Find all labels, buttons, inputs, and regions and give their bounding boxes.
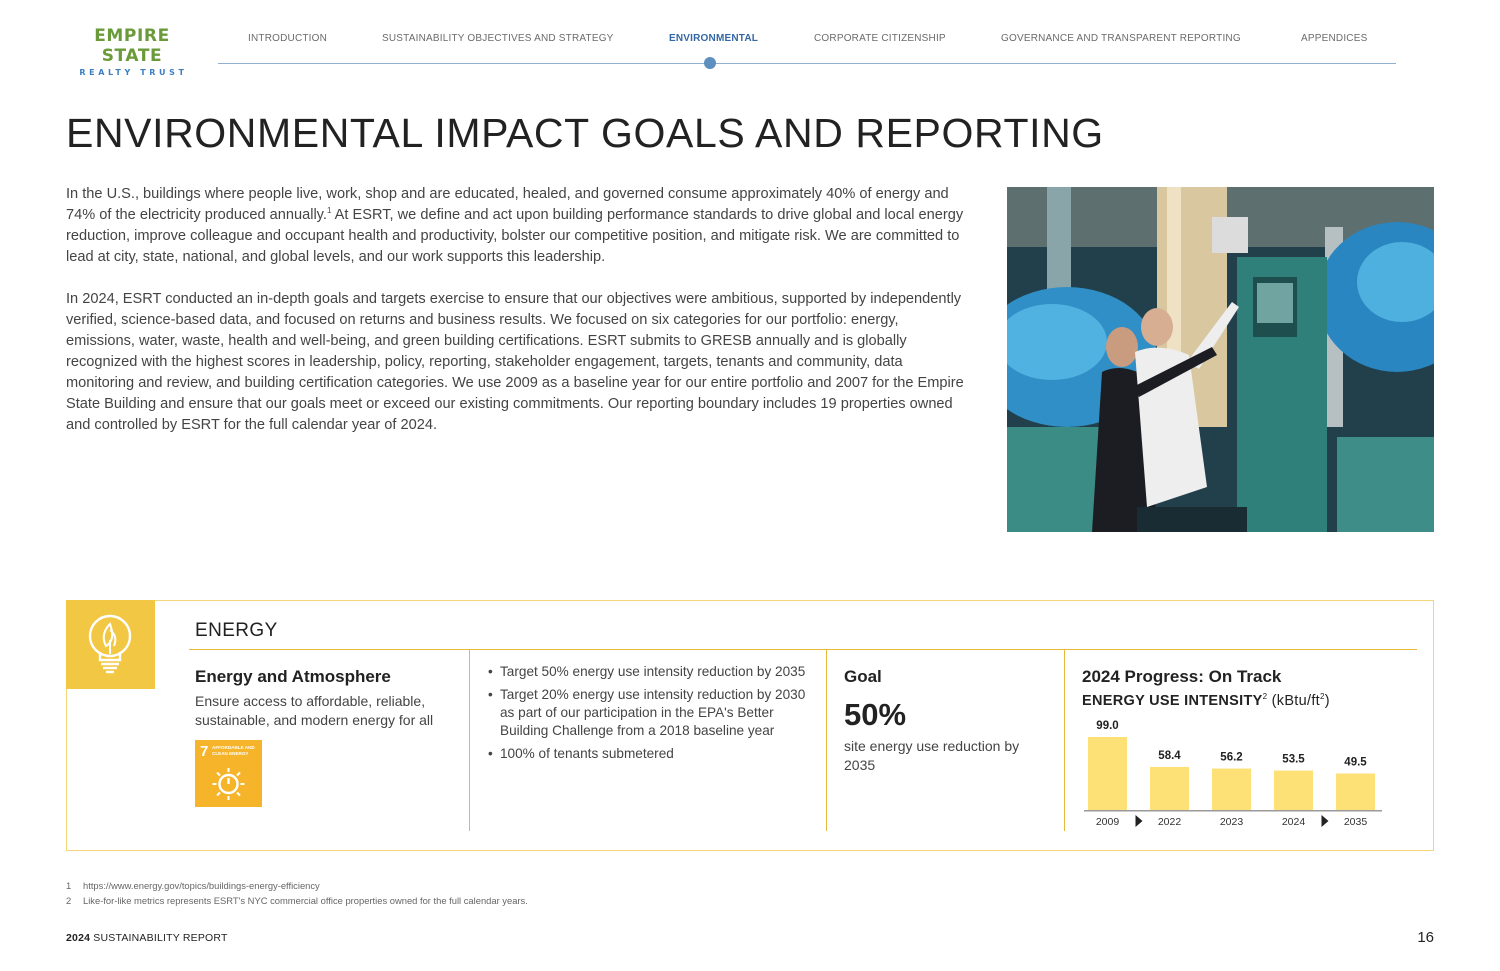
bar-2035 bbox=[1336, 774, 1375, 811]
value-label-2009: 99.0 bbox=[1096, 720, 1119, 732]
tick-label-2022: 2022 bbox=[1157, 816, 1182, 828]
report-year: 2024 bbox=[66, 932, 91, 944]
sdg7-badge bbox=[195, 740, 262, 807]
energy-heading: ENERGY bbox=[195, 620, 278, 641]
goal-text: site energy use reduction by 2035 bbox=[844, 738, 1020, 773]
tick-label-2035: 2035 bbox=[1343, 816, 1368, 828]
report-footer bbox=[66, 932, 228, 944]
footnote-ref-1: 1 bbox=[326, 206, 332, 216]
chart-unit-sup: 2 bbox=[1320, 692, 1325, 702]
nav-environmental[interactable]: ENVIRONMENTAL bbox=[669, 33, 759, 44]
nav-sustainability-objectives[interactable]: SUSTAINABILITY OBJECTIVES AND STRATEGY bbox=[382, 33, 614, 44]
footnote-number: 2 bbox=[66, 895, 72, 906]
list-item: • Target 50% energy use intensity reduction by 2035 bbox=[488, 663, 808, 681]
list-item: • 100% of tenants submetered bbox=[488, 745, 808, 763]
tick-label-2024: 2024 bbox=[1281, 816, 1306, 828]
energy-targets-list bbox=[488, 663, 808, 768]
nav-introduction[interactable]: INTRODUCTION bbox=[248, 33, 328, 44]
goal-title: Goal bbox=[844, 667, 882, 686]
list-item: • Target 20% energy use intensity reduction by 2030 as part of our participation in the EPA's Better Building Challenge from a 2018 baseline year bbox=[488, 686, 808, 741]
chart-unit-a: (kBtu/ft bbox=[1267, 693, 1320, 709]
tick-label-2009: 2009 bbox=[1095, 816, 1120, 828]
bar-2024 bbox=[1274, 771, 1313, 810]
column-divider-2 bbox=[826, 650, 827, 831]
column-divider-1 bbox=[469, 650, 470, 831]
nav-appendices[interactable]: APPENDICES bbox=[1301, 33, 1368, 44]
intro-paragraph bbox=[66, 184, 971, 268]
footnote-ref-2: 2 bbox=[1262, 692, 1268, 702]
intro-text-a: In the U.S., buildings where people live, work, shop and are educated, healed, and governed consume approximately 40% of energy and 74% of the electricity produced annually. bbox=[66, 186, 949, 223]
column-divider-3 bbox=[1064, 650, 1065, 831]
value-label-2024: 53.5 bbox=[1282, 753, 1305, 766]
plant-room-illustration bbox=[1007, 187, 1434, 532]
value-label-2022: 58.4 bbox=[1158, 749, 1181, 762]
section-navigation bbox=[218, 33, 1396, 49]
value-label-2035: 49.5 bbox=[1344, 756, 1367, 769]
progress-title: 2024 Progress: On Track bbox=[1082, 667, 1282, 686]
nav-governance[interactable]: GOVERNANCE AND TRANSPARENT REPORTING bbox=[1001, 33, 1241, 44]
plant-room-photo bbox=[1007, 187, 1434, 532]
energy-intensity-chart bbox=[1078, 712, 1398, 834]
energy-heading-rule bbox=[189, 649, 1417, 650]
footnote-text: Like-for-like metrics represents ESRT's NYC commercial office properties owned for the full calendar years. bbox=[83, 895, 528, 906]
bar-2009 bbox=[1088, 737, 1127, 810]
page-title: ENVIRONMENTAL IMPACT GOALS AND REPORTING bbox=[66, 110, 1104, 156]
value-label-2023: 56.2 bbox=[1220, 751, 1243, 764]
footnote-number: 1 bbox=[66, 880, 72, 891]
goal-value: 50% bbox=[844, 697, 907, 732]
logo-subtitle: REALTY TRUST bbox=[79, 68, 188, 77]
chart-unit-b: ) bbox=[1324, 693, 1330, 709]
bar-2023 bbox=[1212, 769, 1251, 810]
intro-text-b: At ESRT, we define and act upon building performance standards to drive global and local energy reduction, improve colleague and occupant health and productivity, bolster our competitive position, and mitigate risk. We are committed to lead at city, state, national, and global levels, and our work supports this leadership. bbox=[66, 207, 964, 265]
energy-category-tile bbox=[66, 600, 155, 689]
nav-corporate-citizenship[interactable]: CORPORATE CITIZENSHIP bbox=[814, 33, 946, 44]
footnote-2 bbox=[66, 895, 528, 906]
sun-power-icon bbox=[195, 740, 262, 807]
goals-paragraph: In 2024, ESRT conducted an in-depth goals and targets exercise to ensure that our objectives were ambitious, supported by independently verified, science-based data, and focused on returns and business results. We focused on six categories for our portfolio: energy, emissions, water, waste, health and well-being, and green building certifications. ESRT submits to GRESB annually and is globally recognized with the highest scores in leadership, policy, reporting, stakeholder engagement, targets, tenants and community, data monitoring and review, and building certification categories. We use 2009 as a baseline year for our entire portfolio and 2007 for the Empire State Building and ensure that our goals meet or exceed our existing commitments. Our reporting boundary includes 19 properties owned and controlled by ESRT for the full calendar year of 2024. bbox=[66, 291, 964, 433]
chart-metric: ENERGY USE INTENSITY bbox=[1082, 693, 1263, 709]
footnote-1 bbox=[66, 880, 320, 891]
company-logo[interactable] bbox=[64, 26, 200, 78]
energy-atmosphere-text: Ensure access to affordable, reliable, sustainable, and modern energy for all bbox=[195, 693, 434, 728]
page-number: 16 bbox=[1417, 929, 1434, 946]
lightbulb-leaf-icon bbox=[66, 600, 155, 689]
energy-atmosphere-title: Energy and Atmosphere bbox=[195, 667, 391, 686]
footnote-link[interactable]: https://www.energy.gov/topics/buildings-energy-efficiency bbox=[83, 880, 320, 891]
report-name: SUSTAINABILITY REPORT bbox=[90, 932, 228, 944]
chart-subtitle bbox=[1082, 693, 1330, 709]
nav-current-indicator bbox=[704, 57, 716, 69]
sdg-label: AFFORDABLE AND CLEAN ENERGY bbox=[212, 745, 255, 756]
logo-wordmark: EMPIRE STATE bbox=[94, 26, 170, 66]
bar-2022 bbox=[1150, 767, 1189, 810]
timeline-arrow-after-2024 bbox=[1322, 815, 1329, 827]
sdg-number: 7 bbox=[200, 743, 209, 760]
tick-label-2023: 2023 bbox=[1219, 816, 1244, 828]
timeline-arrow-after-2009 bbox=[1136, 815, 1143, 827]
nav-progress-line bbox=[218, 63, 1396, 64]
